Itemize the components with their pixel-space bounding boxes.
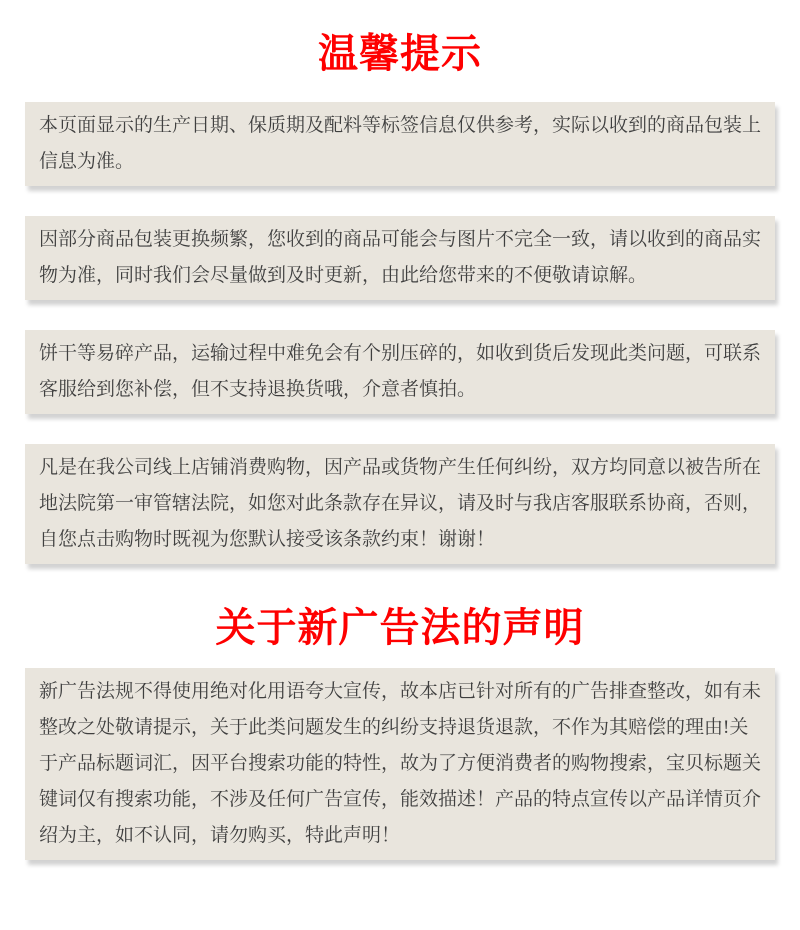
warm-tips-title: 温馨提示 <box>318 32 482 76</box>
notice-box-fragile-goods: 饼干等易碎产品，运输过程中难免会有个别压碎的，如收到货后发现此类问题，可联系客服给到您补偿，但不支持退换货哦，介意者慎拍。 <box>25 330 775 414</box>
notice-box-dispute-terms: 凡是在我公司线上店铺消费购物，因产品或货物产生任何纠纷，双方均同意以被告所在地法院第一审管辖法院，如您对此条款存在异议，请及时与我店客服联系协商，否则，自您点击购物时既视为您默认接受该条款约束！谢谢！ <box>25 444 775 564</box>
product-notice-page <box>0 30 800 930</box>
ad-law-title: 关于新广告法的声明 <box>215 606 585 650</box>
notice-box-label-info: 本页面显示的生产日期、保质期及配料等标签信息仅供参考，实际以收到的商品包装上信息为准。 <box>25 102 775 186</box>
notice-box-packaging-change: 因部分商品包装更换频繁，您收到的商品可能会与图片不完全一致，请以收到的商品实物为准，同时我们会尽量做到及时更新，由此给您带来的不便敬请谅解。 <box>25 216 775 300</box>
notice-box-ad-law-statement: 新广告法规不得使用绝对化用语夸大宣传，故本店已针对所有的广告排查整改，如有未整改之处敬请提示，关于此类问题发生的纠纷支持退货退款，不作为其赔偿的理由!关于产品标题词汇，因平台搜索功能的特性，故为了方便消费者的购物搜索，宝贝标题关键词仅有搜索功能，不涉及任何广告宣传，能效描述！产品的特点宣传以产品详情页介绍为主，如不认同，请勿购买，特此声明！ <box>25 668 775 860</box>
